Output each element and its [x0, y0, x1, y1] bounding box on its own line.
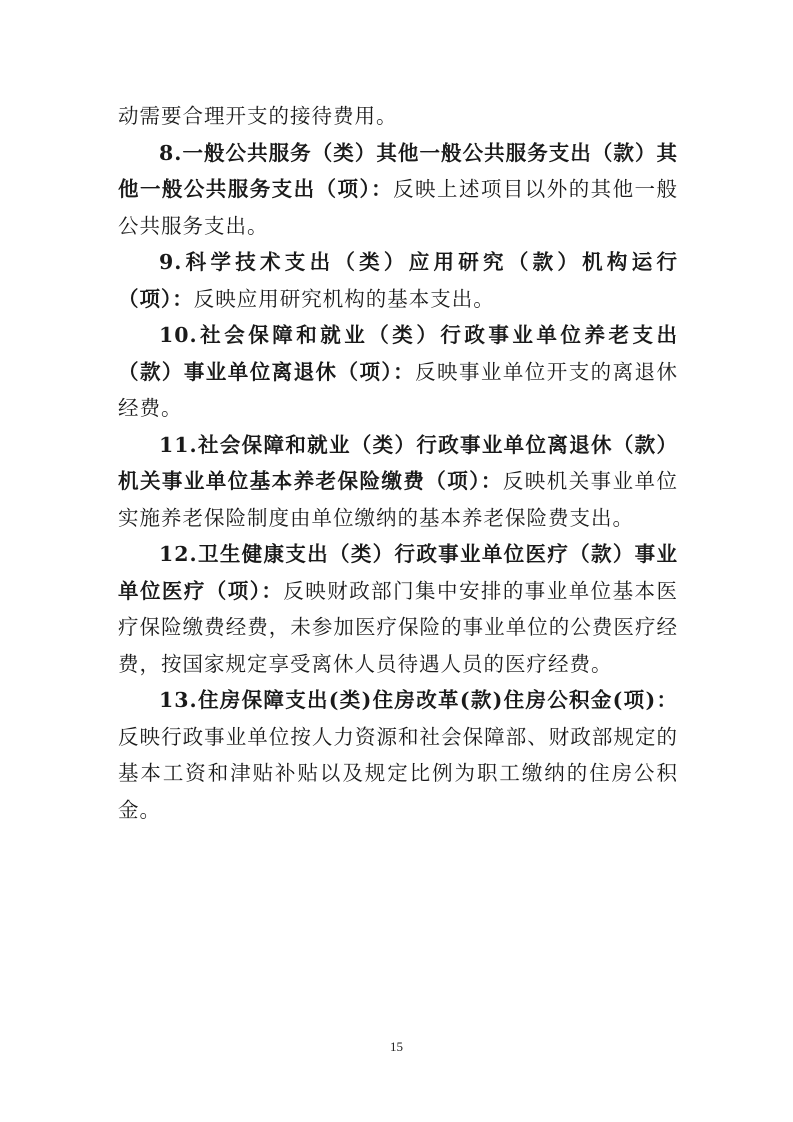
continued-paragraph — [118, 98, 678, 135]
item-12-body: 反映财政部门集中安排的事业单位基本医疗保险缴费经费，未参加医疗保险的事业单位的公费医疗经费，按国家规定享受离休人员待遇人员的医疗经费。 — [118, 578, 679, 676]
item-9-body: 反映应用研究机构的基本支出。 — [193, 286, 495, 311]
item-9-heading: 9.科学技术支出（类）应用研究（款）机构运行（项）： — [118, 250, 678, 311]
item-8 — [118, 135, 678, 245]
item-8-body: 反映上述项目以外的其他一般公共服务支出。 — [118, 177, 679, 238]
item-12-heading: 12.卫生健康支出（类）行政事业单位医疗（款）事业单位医疗（项）： — [118, 542, 678, 603]
item-13-heading: 13.住房保障支出(类)住房改革(款)住房公积金(项)： — [159, 688, 678, 712]
item-13-body: 反映行政事业单位按人力资源和社会保障部、财政部规定的基本工资和津贴补贴以及规定比例为职工缴纳的住房公积金。 — [118, 724, 678, 822]
item-11-heading: 11.社会保障和就业（类）行政事业单位离退休（款）机关事业单位基本养老保险缴费（项）： — [118, 432, 678, 493]
item-12 — [118, 536, 678, 682]
item-10 — [118, 317, 678, 427]
item-9 — [118, 244, 678, 317]
document-body — [118, 98, 678, 828]
item-10-heading: 10.社会保障和就业（类）行政事业单位养老支出（款）事业单位离退休（项）： — [118, 323, 678, 384]
item-8-heading: 8.一般公共服务（类）其他一般公共服务支出（款）其他一般公共服务支出（项）： — [118, 140, 678, 201]
item-13 — [118, 682, 678, 828]
item-10-body: 反映事业单位开支的离退休经费。 — [118, 359, 679, 420]
item-11 — [118, 427, 678, 537]
item-11-body: 反映机关事业单位实施养老保险制度由单位缴纳的基本养老保险费支出。 — [118, 469, 679, 530]
page-number: 15 — [390, 1039, 403, 1054]
intro-line: 动需要合理开支的接待费用。 — [118, 104, 398, 128]
